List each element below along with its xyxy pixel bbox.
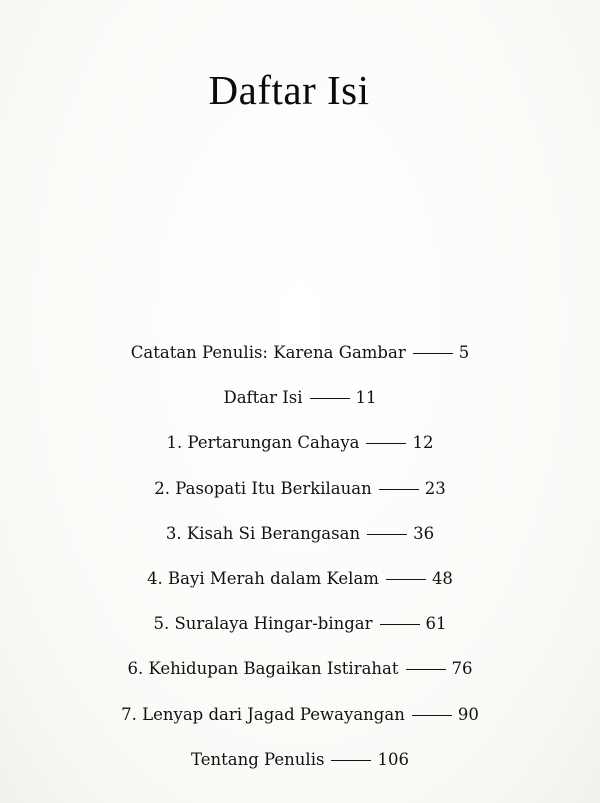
toc-entry-chapter-5 (0, 601, 600, 646)
toc-leader-line (310, 398, 350, 399)
toc-leader-line (367, 534, 407, 535)
toc-leader-line (412, 715, 452, 716)
toc-entry-chapter-2 (0, 466, 600, 511)
toc-leader-line (379, 489, 419, 490)
toc-entry-chapter-6 (0, 646, 600, 691)
toc-entry-title: Tentang Penulis (191, 749, 325, 769)
toc-entry-page: 106 (377, 749, 409, 769)
toc-entry-page: 5 (458, 343, 470, 363)
toc-entry-daftar-isi (0, 375, 600, 420)
toc-entry-page: 23 (424, 478, 446, 498)
page-title: Daftar Isi (208, 67, 370, 113)
toc-leader-line (406, 669, 446, 670)
toc-entry-title: 7. Lenyap dari Jagad Pewayangan (121, 704, 405, 724)
toc-entry-title: 6. Kehidupan Bagaikan Istirahat (127, 659, 399, 679)
toc-entry-catatan-penulis (0, 330, 600, 375)
toc-leader-line (413, 353, 453, 354)
toc-leader-line (380, 624, 420, 625)
toc-entry-tentang-penulis (0, 737, 600, 782)
toc-entry-page: 61 (425, 614, 447, 634)
toc-entry-page: 11 (355, 388, 377, 408)
toc-entry-page: 48 (431, 569, 453, 589)
toc-leader-line (386, 579, 426, 580)
toc-entry-title: 1. Pertarungan Cahaya (166, 433, 360, 453)
toc-entry-page: 90 (457, 704, 479, 724)
toc-entry-chapter-3 (0, 511, 600, 556)
table-of-contents (0, 330, 600, 782)
toc-entry-title: Daftar Isi (223, 388, 303, 408)
toc-entry-title: 4. Bayi Merah dalam Kelam (147, 569, 379, 589)
toc-entry-title: 5. Suralaya Hingar-bingar (153, 614, 373, 634)
toc-entry-page: 36 (413, 523, 435, 543)
toc-entry-page: 12 (412, 433, 434, 453)
toc-leader-line (366, 443, 406, 444)
toc-entry-title: 3. Kisah Si Berangasan (165, 523, 361, 543)
toc-leader-line (331, 760, 371, 761)
toc-entry-chapter-4 (0, 556, 600, 601)
toc-entry-chapter-7 (0, 692, 600, 737)
toc-entry-title: Catatan Penulis: Karena Gambar (130, 343, 406, 363)
toc-entry-title: 2. Pasopati Itu Berkilauan (154, 478, 372, 498)
toc-entry-page: 76 (451, 659, 473, 679)
toc-entry-chapter-1 (0, 420, 600, 465)
